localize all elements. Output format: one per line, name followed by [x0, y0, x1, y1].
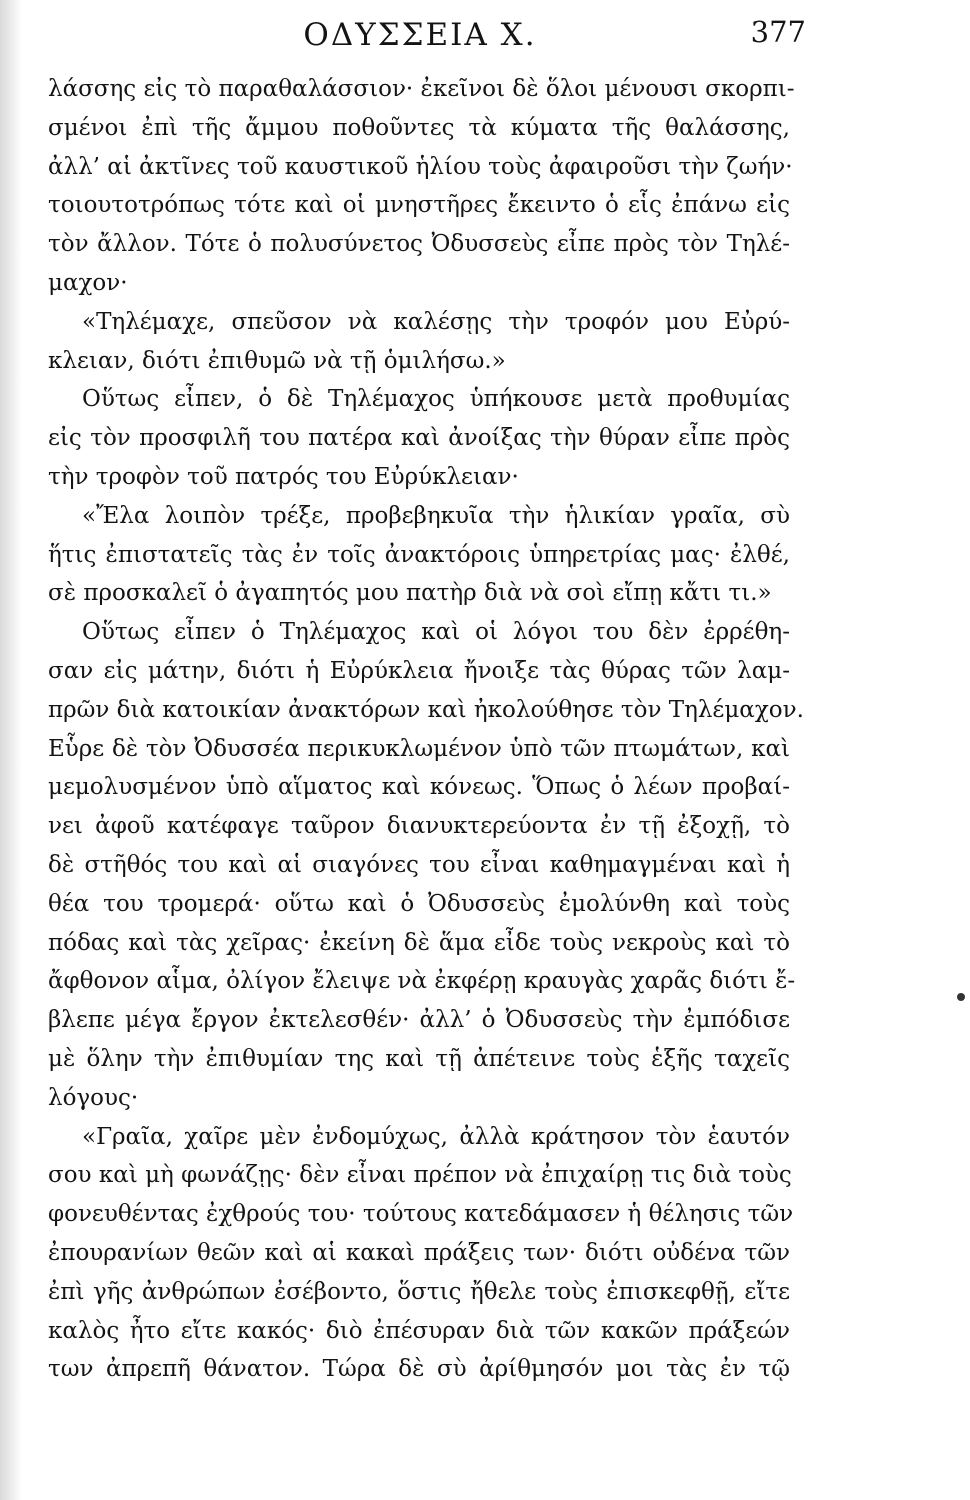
- text-line: σου καὶ μὴ φωνάζῃς· δὲν εἶναι πρέπον νὰ ἐπιχαίρῃ τις διὰ τοὺς: [48, 1162, 792, 1189]
- text-line: θέα του τρομερά· οὕτω καὶ ὁ Ὀδυσσεὺς ἐμολύνθη καὶ τοὺς: [48, 890, 790, 917]
- text-line: των ἀπρεπῆ θάνατον. Τώρα δὲ σὺ ἀρίθμησόν μοι τὰς ἐν τῷ: [48, 1356, 790, 1383]
- running-head: [60, 10, 900, 60]
- text-line: μεμολυσμένον ὑπὸ αἵματος καὶ κόνεως. Ὅπως ὁ λέων προβαί-: [48, 774, 790, 801]
- text-line: πρῶν διὰ κατοικίαν ἀνακτόρων καὶ ἠκολούθησε τὸν Τηλέμαχον.: [48, 696, 804, 723]
- text-line: τὸν ἄλλον. Τότε ὁ πολυσύνετος Ὀδυσσεὺς εἶπε πρὸς τὸν Τηλέ-: [48, 231, 790, 258]
- text-line: πόδας καὶ τὰς χεῖρας· ἐκείνη δὲ ἅμα εἶδε τοὺς νεκροὺς καὶ τὸ: [48, 929, 790, 956]
- text-line: Εὗρε δὲ τὸν Ὀδυσσέα περικυκλωμένον ὑπὸ τῶν πτωμάτων, καὶ: [48, 735, 790, 762]
- text-line: δὲ στῆθός του καὶ αἱ σιαγόνες του εἶναι καθημαγμέναι καὶ ἡ: [48, 851, 790, 878]
- text-line: σὲ προσκαλεῖ ὁ ἀγαπητός μου πατὴρ διὰ νὰ σοὶ εἴπῃ κἄτι τι.»: [48, 580, 772, 607]
- text-line: «Ἔλα λοιπὸν τρέξε, προβεβηκυῖα τὴν ἡλικίαν γραῖα, σὺ: [82, 502, 790, 529]
- text-line: κλειαν, διότι ἐπιθυμῶ νὰ τῇ ὁμιλήσω.»: [48, 347, 506, 374]
- binding-shadow: [0, 0, 22, 1500]
- text-line: καλὸς ἦτο εἴτε κακός· διὸ ἐπέσυραν διὰ τῶν κακῶν πράξεών: [48, 1317, 790, 1344]
- text-line: «Τηλέμαχε, σπεῦσον νὰ καλέσῃς τὴν τροφόν μου Εὐρύ-: [82, 308, 790, 335]
- text-line: σαν εἰς μάτην, διότι ἡ Εὐρύκλεια ἤνοιξε τὰς θύρας τῶν λαμ-: [48, 657, 790, 684]
- text-line: εἰς τὸν προσφιλῆ του πατέρα καὶ ἀνοίξας τὴν θύραν εἶπε πρὸς: [48, 425, 790, 452]
- text-line: Οὕτως εἶπεν ὁ Τηλέμαχος καὶ οἱ λόγοι του δὲν ἐρρέθη-: [82, 619, 790, 646]
- text-line: ἐπὶ γῆς ἀνθρώπων ἐσέβοντο, ὅστις ἤθελε τοὺς ἐπισκεφθῇ, εἴτε: [48, 1278, 790, 1305]
- text-line: ἥτις ἐπιστατεῖς τὰς ἐν τοῖς ἀνακτόροις ὑπηρετρίας μας· ἐλθέ,: [48, 541, 790, 568]
- text-line: τὴν τροφὸν τοῦ πατρός του Εὐρύκλειαν·: [48, 463, 519, 490]
- text-line: μὲ ὅλην τὴν ἐπιθυμίαν της καὶ τῇ ἀπέτεινε τοὺς ἑξῆς ταχεῖς: [48, 1045, 790, 1072]
- text-line: «Γραῖα, χαῖρε μὲν ἐνδομύχως, ἀλλὰ κράτησον τὸν ἑαυτόν: [82, 1123, 790, 1150]
- text-line: φονευθέντας ἐχθρούς του· τούτους κατεδάμασεν ἡ θέλησις τῶν: [48, 1201, 794, 1228]
- page-number: 377: [750, 15, 806, 49]
- text-line: σμένοι ἐπὶ τῆς ἄμμου ποθοῦντες τὰ κύματα τῆς θαλάσσης,: [48, 114, 790, 141]
- text-line: τοιουτοτρόπως τότε καὶ οἱ μνηστῆρες ἔκειντο ὁ εἷς ἐπάνω εἰς: [48, 192, 790, 219]
- text-line: νει ἀφοῦ κατέφαγε ταῦρον διανυκτερεύοντα ἐν τῇ ἐξοχῇ, τὸ: [48, 813, 790, 840]
- text-line: Οὕτως εἶπεν, ὁ δὲ Τηλέμαχος ὑπήκουσε μετὰ προθυμίας: [82, 386, 790, 413]
- text-line: ἄφθονον αἷμα, ὀλίγον ἔλειψε νὰ ἐκφέρῃ κραυγὰς χαρᾶς διότι ἔ-: [48, 968, 796, 995]
- page-title: ΟΔΥΣΣΕΙΑ Χ.: [303, 17, 537, 53]
- text-line: βλεπε μέγα ἔργον ἐκτελεσθέν· ἀλλ’ ὁ Ὀδυσσεὺς τὴν ἐμπόδισε: [48, 1007, 790, 1034]
- text-line: ἀλλ’ αἱ ἀκτῖνες τοῦ καυστικοῦ ἡλίου τοὺς ἀφαιροῦσι τὴν ζωήν·: [48, 153, 793, 180]
- ink-speck: [957, 993, 965, 1001]
- text-line: ἐπουρανίων θεῶν καὶ αἱ κακαὶ πράξεις των· διότι οὐδένα τῶν: [48, 1239, 790, 1266]
- text-line: μαχον·: [48, 269, 128, 296]
- body-text: [48, 70, 804, 1389]
- text-line: λόγους·: [48, 1084, 139, 1111]
- text-line: λάσσης εἰς τὸ παραθαλάσσιον· ἐκεῖνοι δὲ ὅλοι μένουσι σκορπι-: [48, 76, 795, 102]
